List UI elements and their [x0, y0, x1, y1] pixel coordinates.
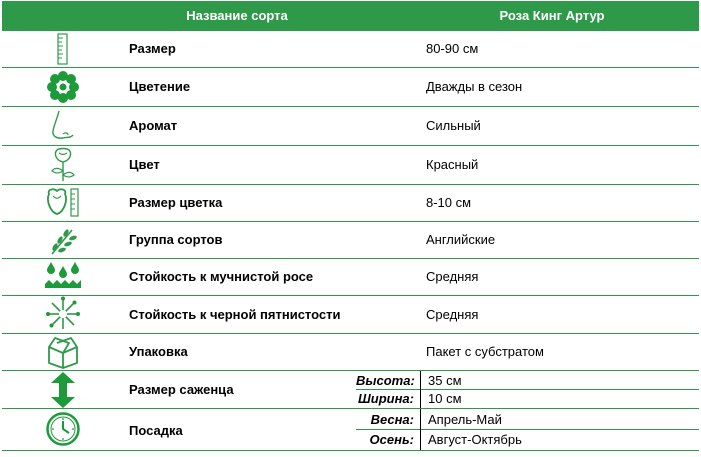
row-label: Размер: [129, 41, 176, 56]
clock-icon: [38, 411, 88, 447]
row-label: Цвет: [129, 157, 160, 172]
row-label: Стойкость к мучнистой росе: [129, 269, 314, 284]
table-row-planting: [2, 409, 699, 451]
planting-autumn-value: Август-Октябрь: [428, 432, 522, 447]
table-header: [2, 1, 699, 31]
seedling-height-value: 35 см: [428, 373, 462, 388]
seedling-width-key: Ширина:: [358, 391, 414, 406]
plant-branch-icon: [38, 222, 88, 258]
planting-autumn-subrow: [356, 430, 699, 450]
rose-icon: [38, 147, 88, 183]
table-row-variety-group: [2, 222, 699, 259]
nose-icon: [38, 108, 88, 144]
planting-spring-value: Апрель-Май: [428, 412, 502, 427]
water-drops-icon: [38, 259, 88, 295]
row-value: 8-10 см: [426, 195, 472, 210]
row-value: Дважды в сезон: [426, 79, 523, 94]
vertical-arrows-icon: [38, 372, 88, 408]
row-label: Размер цветка: [129, 195, 223, 210]
row-value: Средняя: [426, 269, 479, 284]
table-row-seedling-size: [2, 371, 699, 409]
subrow-vertical-divider: [420, 409, 421, 450]
row-label: Аромат: [129, 118, 178, 133]
row-value: Английские: [426, 232, 496, 247]
row-value: Пакет с субстратом: [426, 344, 544, 359]
table-row-color: [2, 146, 699, 185]
row-label: Стойкость к черной пятнистости: [129, 307, 341, 322]
table-row-size: [2, 31, 699, 68]
header-variety-value: Роза Кинг Артур: [499, 8, 605, 23]
table-row-packaging: [2, 334, 699, 371]
splash-dots-icon: [38, 296, 88, 332]
header-variety-name: Название сорта: [186, 8, 288, 23]
row-label: Упаковка: [129, 344, 188, 359]
ruler-icon: [38, 31, 88, 67]
flower-icon: [38, 69, 88, 105]
row-value: Средняя: [426, 307, 479, 322]
package-box-icon: [38, 334, 88, 370]
row-label: Цветение: [129, 79, 191, 94]
rose-ruler-icon: [38, 185, 88, 221]
row-value: Красный: [426, 157, 479, 172]
table-row-aroma: [2, 107, 699, 146]
table-row-powdery-mildew: [2, 259, 699, 296]
row-label: Группа сортов: [129, 232, 223, 247]
seedling-height-key: Высота:: [356, 373, 415, 388]
seedling-width-value: 10 см: [428, 391, 462, 406]
row-value: 80-90 см: [426, 41, 479, 56]
row-label: Посадка: [129, 423, 183, 438]
planting-spring-subrow: [356, 409, 699, 429]
table-row-flower-size: [2, 185, 699, 222]
table-row-blooming: [2, 68, 699, 107]
planting-autumn-key: Осень:: [369, 432, 414, 447]
row-value: Сильный: [426, 118, 481, 133]
subrow-vertical-divider: [420, 371, 421, 408]
row-label: Размер саженца: [129, 382, 234, 397]
table-row-black-spot: [2, 296, 699, 334]
seedling-height-subrow: [356, 371, 699, 389]
planting-spring-key: Весна:: [370, 412, 414, 427]
seedling-width-subrow: [356, 390, 699, 408]
